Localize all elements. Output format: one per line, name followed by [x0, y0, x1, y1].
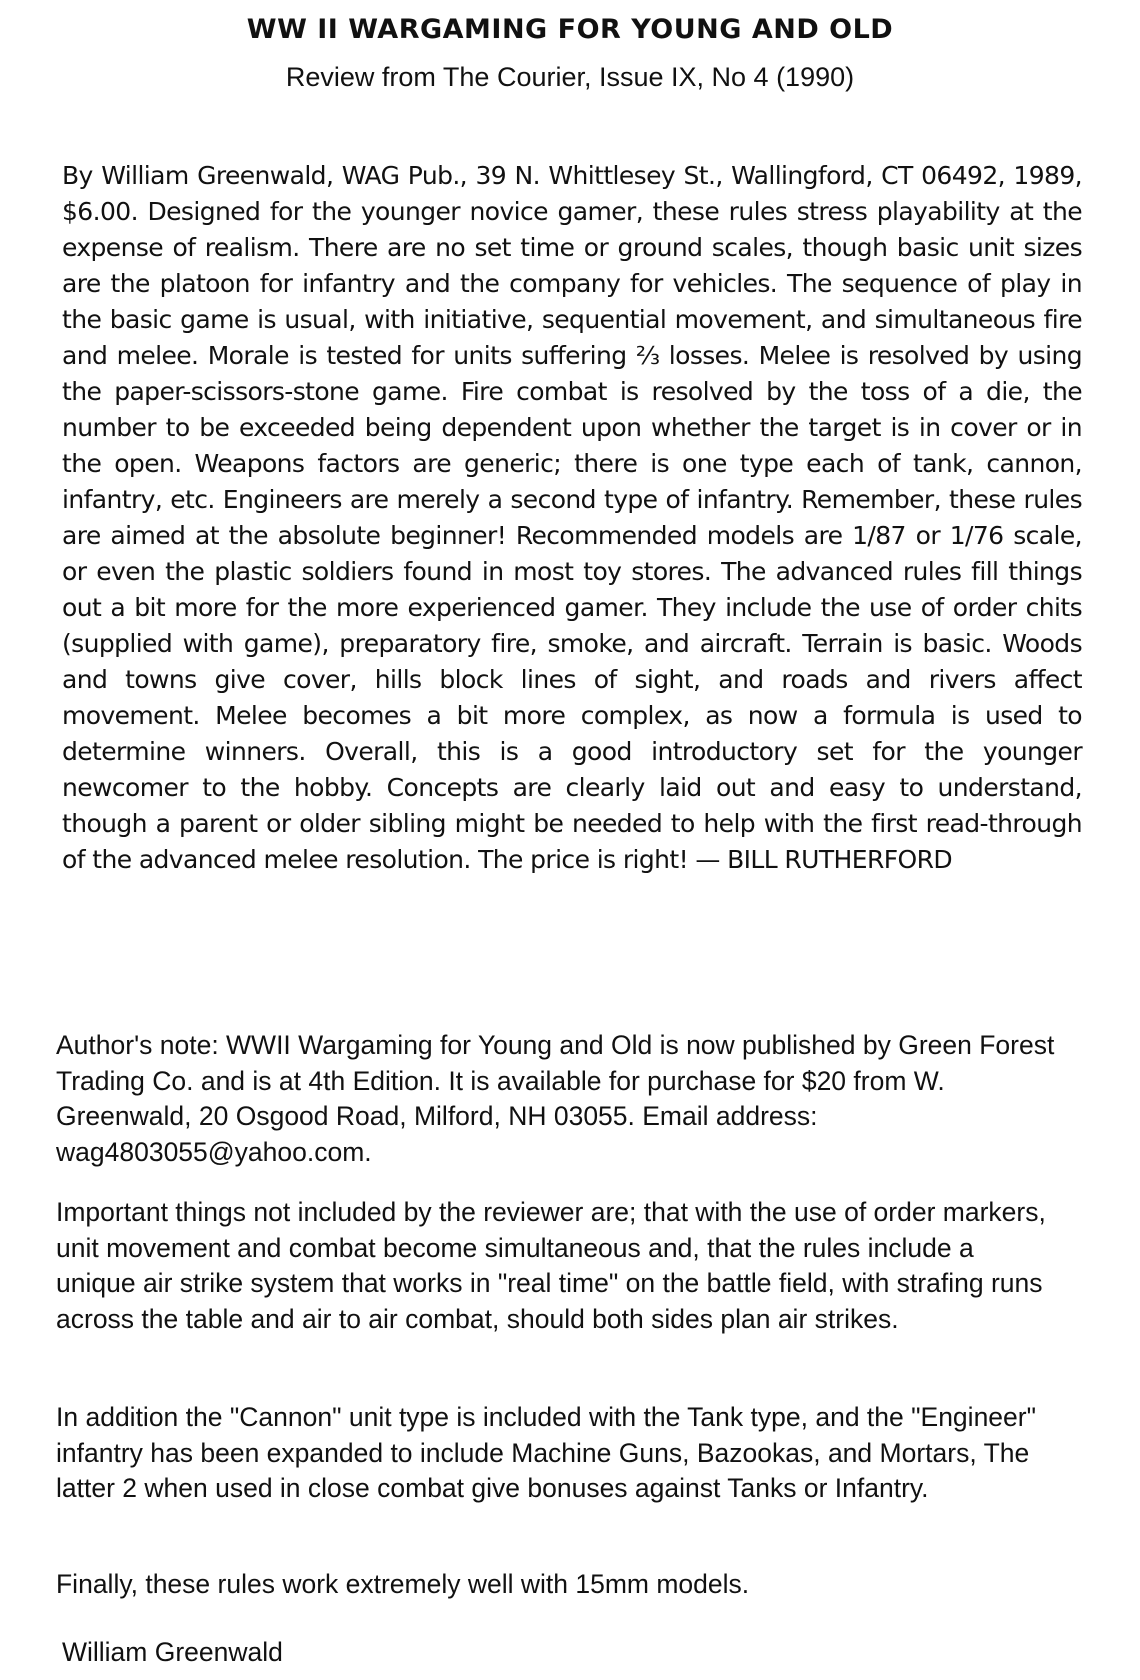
finally-paragraph: Finally, these rules work extremely well with 15mm models.: [56, 1569, 750, 1599]
important-things-paragraph: Important things not included by the reviewer are; that with the use of order markers, unit movement and combat become simultaneous and, that the rules include a unique air strike system that works in "real time" on the battle field, with strafing runs across the table and air to air combat, should both sides plan air strikes.: [56, 1197, 1046, 1334]
document-title: WW II WARGAMING FOR YOUNG AND OLD: [246, 14, 894, 45]
addition-paragraph: In addition the "Cannon" unit type is included with the Tank type, and the "Engineer" infantry has been expanded to include Machine Guns, Bazookas, and Mortars, The latter 2 when used in close combat give bonuses against Tanks or Infantry.: [56, 1402, 1037, 1503]
authors-note-paragraph: Author's note: WWII Wargaming for Young and Old is now published by Green Forest Trading Co. and is at 4th Edition. It is available for purchase for $20 from W. Greenwald, 20 Osgood Road, Milford, NH 03055. Email address: wag4803055@yahoo.com.: [56, 1030, 1055, 1167]
author-signature: William Greenwald: [62, 1637, 283, 1667]
document-subtitle: Review from The Courier, Issue IX, No 4 (1990): [285, 62, 855, 92]
review-paragraph: By William Greenwald, WAG Pub., 39 N. Whittlesey St., Wallingford, CT 06492, 1989, $6.00. Designed for the younger novice gamer, these rules stress playability at the expense of realism. There are no set time or ground scales, though basic unit sizes are the platoon for infantry and the company for vehicles. The sequence of play in the basic game is usual, with initiative, sequential movement, and simultaneous fire and melee. Morale is tested for units suffering ⅔ losses. Melee is resolved by using the paper-scissors-stone game. Fire combat is resolved by the toss of a die, the number to be exceeded being dependent upon whether the target is in cover or in the open. Weapons factors are generic; there is one type each of tank, cannon, infantry, etc. Engineers are merely a second type of infantry. Remember, these rules are aimed at the absolute beginner! Recommended models are 1/87 or 1/76 scale, or even the plastic soldiers found in most toy stores. The advanced rules fill things out a bit more for the more experienced gamer. They include the use of order chits (supplied with game), preparatory fire, smoke, and aircraft. Terrain is basic. Woods and towns give cover, hills block lines of sight, and roads and rivers affect movement. Melee becomes a bit more complex, as now a formula is used to determine winners. Overall, this is a good introductory set for the younger newcomer to the hobby. Concepts are clearly laid out and easy to understand, though a parent or older sibling might be needed to help with the first read-through of the advanced melee resolution. The price is right! — BILL RUTHERFORD: [62, 161, 1082, 874]
